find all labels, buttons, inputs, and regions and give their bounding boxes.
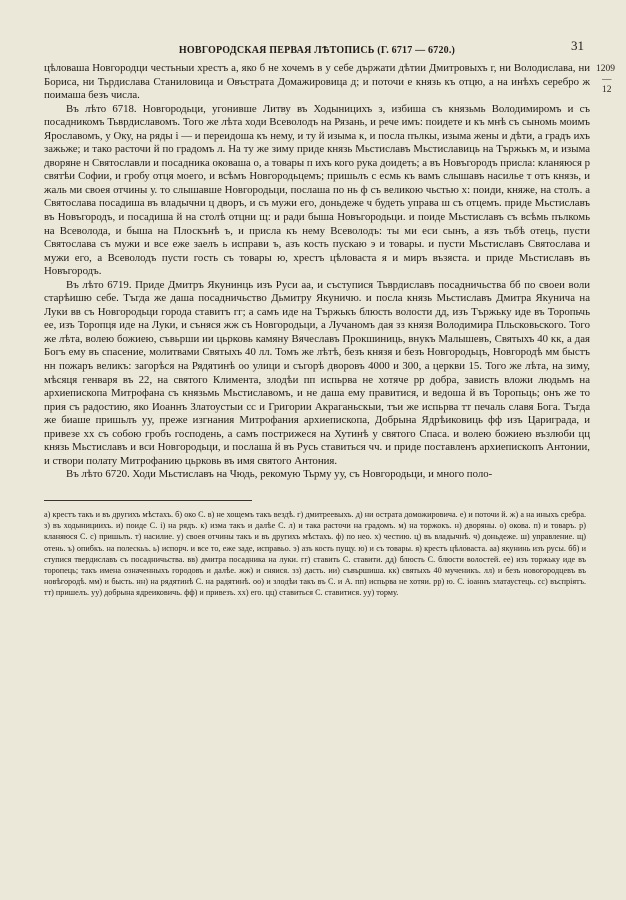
footnote-divider	[44, 500, 252, 501]
paragraph-year-6720: Въ лѣто 6720. Ходи Мьстиславъ на Чюдь, рекомую Тьрму уу, съ Новгородьци, и много поло-	[66, 468, 493, 481]
chronicle-text	[44, 62, 615, 482]
margin-year-range: —12	[602, 75, 612, 95]
paragraph-continuation: цѣловаша Новгородци честьныи хрестъ а, яко б не хочемъ в у себе държати дѣтии Дмитровыхъ г, ни Володислава, ни Бориса, ни Тьрдислава Станиловица и Овъстрата Домажировица д; и поточи е князь къ отцю, а на инѣхъ серебро ж поимаша безъ числа.	[44, 62, 590, 102]
page-header	[44, 40, 590, 62]
margin-year: 1209	[596, 64, 615, 74]
page-number: 31	[571, 38, 584, 53]
running-head: НОВГОРОДСКАЯ ПЕРВАЯ ЛѢТОПИСЬ (Г. 6717 — 6720.)	[178, 45, 456, 56]
paragraph-year-6718: Въ лѣто 6718. Новгородьци, угонивше Литву въ Ходыницихъ з, избиша съ князьмь Володимиромъ и съ посадникомъ Тьврдиславомъ. Того же лѣта ходи Всеволодъ на Рязань, и рече имъ: поидете и къ мнѣ съ сыномь моимъ Ярославомъ, у Оку, на ряды і — и переидоша къ нему, и ту й изыма к, и посла пълкы, изыма жены и дѣти, а градъ ихъ зажьже; и тако расточи й по градомъ л. На ту же зиму приде князь Мьстиславъ Мьстиславиць на Тържькъ м, и изыма дворяне н Святославли и посадника оковаша о, а товары п ихъ кого рука доидеть; а въ Новъгородъ присла: кланяюся р святѣи Софии, и гробу отця моего, и всѣмъ Новгородьцемъ; пришьлъ с есмь къ вамъ слышавъ насилье т отъ князь, и жаль ми своея отчины у. то слышавше Новгородьци, послаша по нь ф съ великою чьстью х: поиди, княже, на столъ. а Святослава посадиша въ владычни ц дворъ, и съ мужи его, доньдеже ч будеть управа ш съ отцемъ. приде Мьстиславъ въ Новъгородъ, и посадиша й на столѣ отцни щ: и ради быша Новъгородьци. и поиде Мьстиславъ съ всѣмь пълкомь на Всеволода, и быша на Плоскънѣ ъ, и присла къ нему Всеволодъ: ты ми еси сынъ, а язъ тьбѣ отець, пусти Святослава съ мужи и все еже заелъ ь исправи ъ, азъ кость пускаю э и товары. и пусти Мьстиславъ Святослава и мужи его, а Всеволодъ пусти гость съ товары ю, хрестъ цѣловаста я и миръ възяста. и приде Мьстиславъ въ Новъгородъ.	[44, 102, 591, 278]
footnotes: а) крестъ такъ и въ другихъ мѣстахъ. б) око С. в) не хощемъ такъ вездѣ. г) дмитреевыхъ. д) ни острата доможировича. е) и поточи й. ж) а на иныхъ сребра. з) въ ходынициихъ. и) поиде С. і) на рядъ. к) изма такъ и далѣе С. л) и така расточи на градомъ. м) на торжокъ. н) дворяны. о) окова. п) и товаръ. р) кланяюся С. с) пришьлъ. т) насилие. у) своея отчины такъ и въ другихъ мѣстахъ. ф) по нео. х) честию. ц) въ владычнѣ. ч) доньдеже. ш) управление. щ) отень. ъ) опибкъ. на полескьъ. ь) испорч. и все то, еже заде, исправьо. э) азъ кость пущу. ю) и съ товары. я) крестъ цѣловаста. аа) якунинь изъ русы. бб) и ступися твердиславъ съ посадничьства. вв) дмитра посадника на луки. гг) ставить С. ставити. дд) блюсть С. блюсти волостей. ее) изъ торжьку иде въ торопець; такъ имена означенныхъ городовъ и далѣе. жж) и сняися. зз) дасть. ии) съвършиша. кк) святыхъ 40 мученикъ. лл) и безъ новогородцевъ въ новѣгородѣ. мм) и бысть. нн) на рядятинѣ С. на радятинѣ. оо) и злодѣи такъ въ С. и А. пп) испьрва не хотяи. рр) ю. С. іоаннъ златаустець. сс) въспрiятъ. тт) пришелъ. уу) добрына ядреиковичь. фф) и привезъ. хх) его. цц) ставиться С. ставитися. уу) торму.	[44, 509, 586, 598]
paragraph-year-6719: Въ лѣто 6719. Приде Дмитръ Якунинць изъ Руси аа, и съступися Тьврдиславъ посадничьства бб по своеи воли старѣишю себе. Тъгда же даша посадничьство Дьмитру Якуничю. и посла князь Мьстиславъ Дмитра Якунича на Луки вв съ Новгородьци города ставитъ гг; а самъ иде на Тържькъ блюсть волости дд, изъ Тържьку иде въ Торопьчь ее, изъ Торопця иде на Луки, и съняся жж съ Новгородьци, а Лучаномъ дая зз князя Володимира Пльсковьского. Того же лѣта, волею божиею, съвьрши ии цьрковь камяну Вячеславъ Прокшиниць, внукъ Малышевъ, Святыхъ 40 кк, а дая Богъ ему въ спасение, молитвами Святыхъ 40 лл. Томъ же лѣтѣ, безъ князя и безъ Новгородьцъ, Новгородѣ мм быстъ нн пожаръ великъ: загорѣся на Рядятинѣ оо улици и съгорѣ дворовъ 4000 и 300, а церкви 15. Того же лѣта, на зиму, мѣсяця генваря въ 22, на святого Климента, злодѣи пп испьрва не хотяче рр добра, зависть вложи людьмъ на архиепископа Митрофана съ князьмь Мьстиславомъ, и не даша ему правитися, и ведоша й въ Торопьць; онъ же то прия съ радостию, яко Иоаннъ Златоустыи сс и Григории Акраганьскыи, тъи же испьрва тт печаль славя Бога. Тъгда же биаше пришьлъ уу, преже изгнания Митрофания архиепископа, Добрына Ядрѣиковиць фф изъ Цариграда, и привезе хх съ собою гробъ господень, а самъ пострижеся на Хутинѣ у святого Спаса. и волею божиею възлюби цц князь Мьстиславъ и вси Новгородьци, и послаша й въ Русь ставиться чч. и приде поставленъ архиепископъ Антонии, и створи полату Митрофанию цьрковь въ имя святого Антония.	[44, 278, 590, 467]
